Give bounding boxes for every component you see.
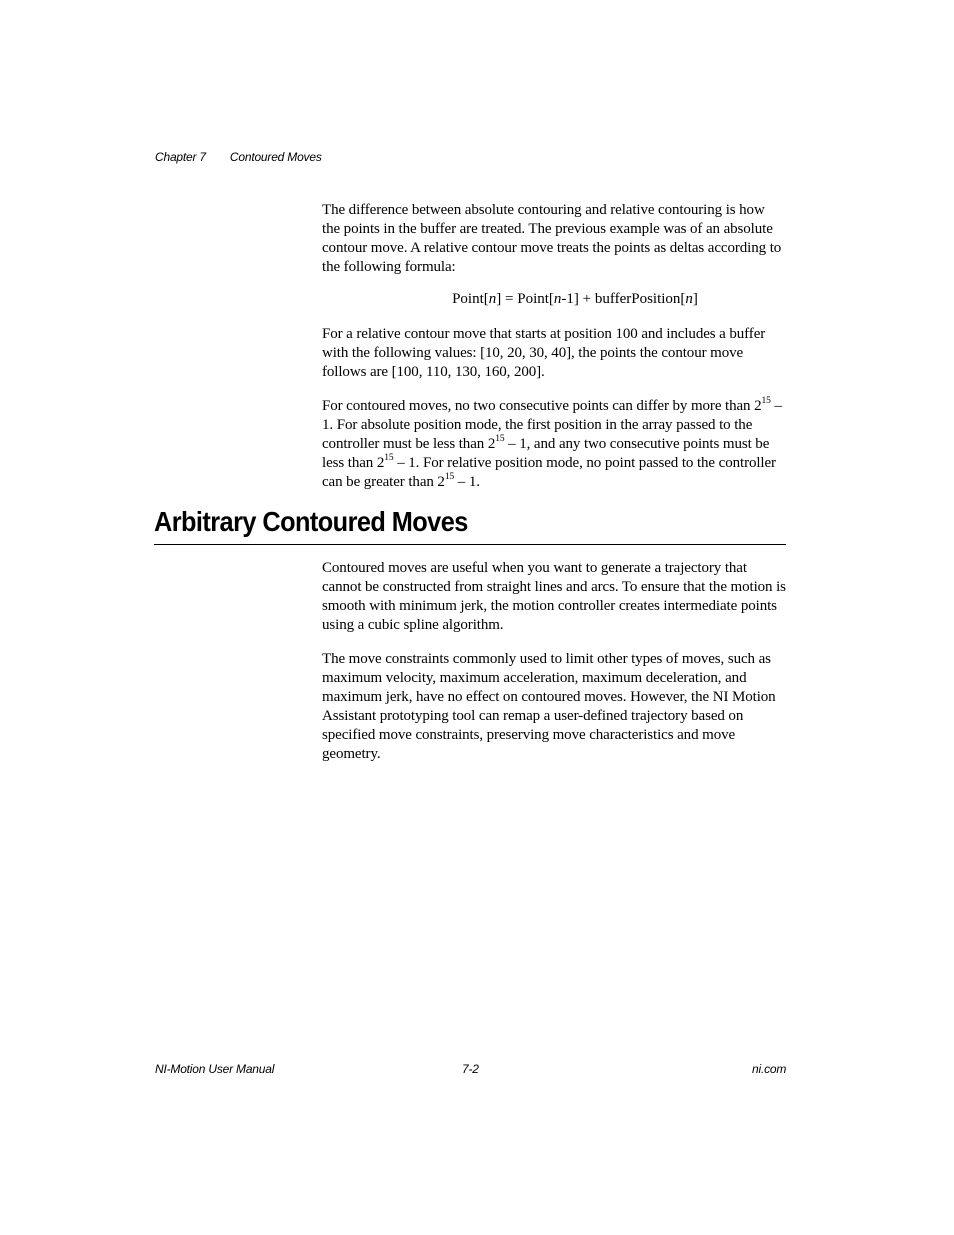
superscript: 15: [495, 433, 505, 444]
formula-part: ] = Point[: [496, 291, 554, 307]
text-run: – 1. For absolute position mode, the first position in the array passed to the controller must be less than 2: [322, 398, 782, 452]
superscript: 15: [384, 452, 394, 463]
paragraph-text: For a relative contour move that starts at position 100 and includes a buffer with the following values: [10, 20, 30, 40], the points the contour move follows are [100, 110, 130, 160, 200].: [322, 326, 766, 380]
header-chapter: Chapter 7: [155, 150, 206, 164]
footer-manual-title: NI-Motion User Manual: [155, 1062, 275, 1076]
formula-var: n: [553, 291, 562, 307]
paragraph-limits: [322, 397, 786, 492]
formula-part: ]: [692, 291, 698, 307]
paragraph-relative-contouring: [322, 201, 786, 277]
paragraph-constraints: [322, 650, 786, 763]
text-run: – 1.: [454, 473, 480, 490]
formula-var: n: [685, 291, 693, 307]
text-run: – 1. For relative position mode, no point passed to the controller can be greater than 2: [322, 454, 776, 490]
text-run: – 1, and any two consecutive points must be less than 2: [322, 435, 770, 471]
header-title: Contoured Moves: [229, 150, 322, 164]
paragraph-text: [322, 397, 786, 492]
formula-part: -1] + bufferPosition[: [561, 291, 686, 307]
paragraph-text: Contoured moves are useful when you want to generate a trajectory that cannot be constructed from straight lines and arcs. To ensure that the motion is smooth with minimum jerk, the motion controller creates intermediate points using a cubic spline algorithm.: [322, 560, 786, 633]
running-header: [155, 150, 322, 164]
formula-var: n: [488, 291, 497, 307]
paragraph-example: [322, 325, 786, 382]
text-run: For contoured moves, no two consecutive points can differ by more than 2: [322, 398, 762, 414]
formula: [322, 290, 786, 309]
footer-website: ni.com: [752, 1062, 787, 1076]
superscript: 15: [444, 471, 455, 482]
formula-part: Point[: [452, 291, 489, 307]
section-title: Arbitrary Contoured Moves: [154, 506, 468, 537]
footer-page-number: 7-2: [462, 1062, 479, 1076]
section-heading: [154, 506, 786, 545]
paragraph-text: The move constraints commonly used to limit other types of moves, such as maximum velocity, maximum acceleration, maximum deceleration, and maximum jerk, have no effect on contoured moves. However, the NI Motion Assistant prototyping tool can remap a user-defined trajectory based on specified move constraints, preserving move characteristics and move geometry.: [322, 651, 776, 762]
paragraph-arbitrary-intro: [322, 559, 786, 635]
superscript: 15: [761, 396, 771, 406]
paragraph-text: The difference between absolute contouring and relative contouring is how the points in the buffer are treated. The previous example was of an absolute contour move. A relative contour move treats the points as deltas according to the following formula:: [322, 202, 782, 275]
